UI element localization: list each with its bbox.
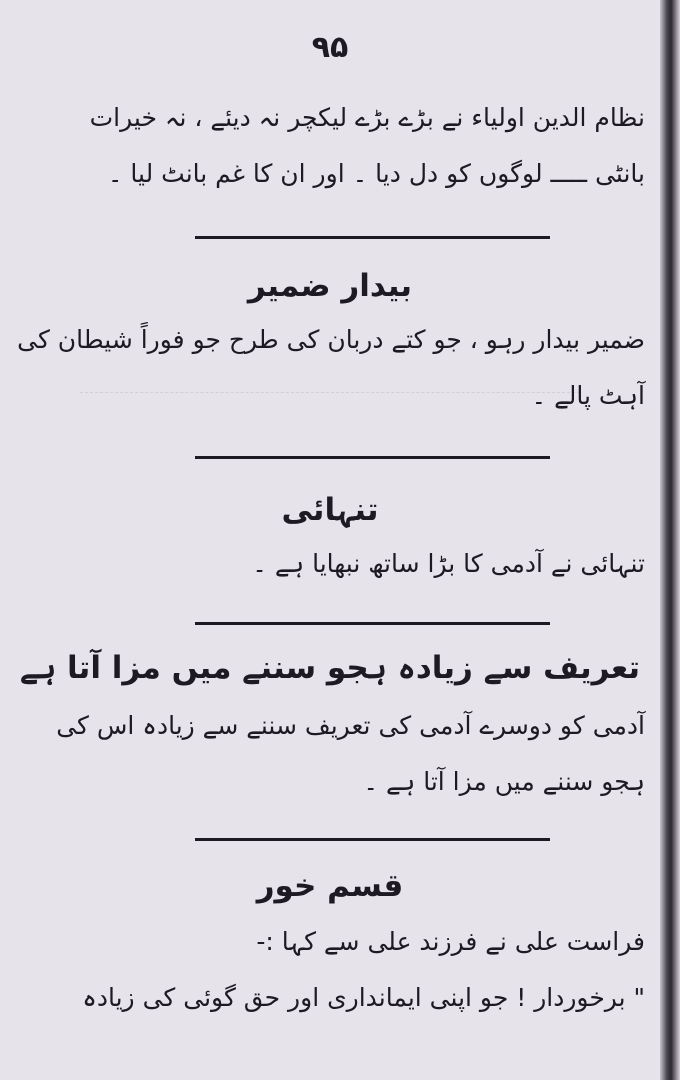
section-line: ضمیر بیدار رہو ، جو کتے دربان کی طرح جو فوراً شیطان کی [17, 325, 645, 354]
page-number: ۹۵ [311, 30, 349, 65]
intro-line-2: بانٹی ـــــ لوگوں کو دل دیا ۔ اور ان کا غم بانٹ لیا ۔ [107, 159, 645, 188]
section-line: تنہائی نے آدمی کا بڑا ساتھ نبھایا ہے ۔ [252, 549, 645, 578]
book-binding-edge [660, 0, 680, 1080]
section-line: آدمی کو دوسرے آدمی کی تعریف سننے سے زیادہ اس کی [56, 711, 645, 740]
section-heading-tareef: تعریف سے زیادہ ہجو سننے میں مزا آتا ہے [19, 650, 641, 686]
section-heading-tanhai: تنہائی [281, 492, 379, 528]
section-line: آہٹ پالے ۔ [531, 381, 645, 410]
section-line: فراست علی نے فرزند علی سے کہا :- [256, 927, 645, 956]
intro-line-1: نظام الدین اولیاء نے بڑے بڑے لیکچر نہ دیئے ، نہ خیرات [89, 103, 645, 132]
divider-rule [195, 236, 550, 239]
section-heading-qasam-khor: قسم خور [256, 868, 404, 904]
divider-rule [195, 456, 550, 459]
section-heading-bedaar-zameer: بیدار ضمیر [247, 268, 413, 304]
divider-rule [195, 622, 550, 625]
section-line: " برخوردار ! جو اپنی ایمانداری اور حق گوئی کی زیادہ [82, 983, 645, 1012]
divider-rule [195, 838, 550, 841]
section-line: ہجو سننے میں مزا آتا ہے ۔ [363, 767, 645, 796]
